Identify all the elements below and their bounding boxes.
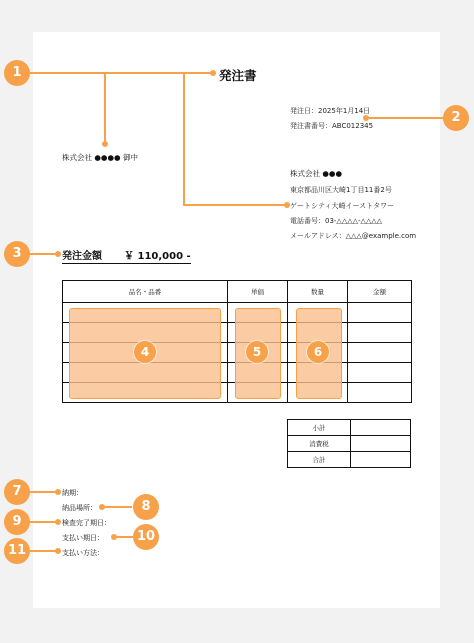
callout-badge-8: 8 <box>133 494 159 520</box>
callout-badge-3: 3 <box>4 241 30 267</box>
callout-dot <box>99 504 105 510</box>
field-inspection-date: 検査完了期日： <box>62 519 111 527</box>
issuer-phone: 電話番号：03-△△△△-△△△△ <box>290 217 383 225</box>
issuer-email: メールアドレス：△△△@example.com <box>290 232 417 240</box>
callout-line-10 <box>114 536 134 538</box>
issuer-address1: 東京都品川区大崎1丁目11番2号 <box>290 186 392 194</box>
issuer-address2: ゲートシティ大崎イーストタワー <box>290 202 395 210</box>
order-number: 発注書番号：ABC012345 <box>290 122 374 130</box>
callout-dot <box>55 548 61 554</box>
callout-dot <box>363 115 369 121</box>
callout-dot <box>55 489 61 495</box>
callout-badge-4: 4 <box>134 341 156 363</box>
order-amount-label: 発注金額 <box>62 251 102 262</box>
callout-line-2 <box>366 117 444 119</box>
field-payment-date: 支払い期日： <box>62 534 104 542</box>
header-item-name: 品名・品番 <box>63 281 228 303</box>
subtotal-label: 小計 <box>288 420 351 436</box>
tax-label: 消費税 <box>288 436 351 452</box>
callout-line-3 <box>28 253 58 255</box>
callout-dot <box>55 251 61 257</box>
header-unit-price: 単価 <box>228 281 288 303</box>
field-delivery-date: 納期： <box>62 489 83 497</box>
field-payment-method: 支払い方法： <box>62 549 104 557</box>
total-label: 合計 <box>288 452 351 468</box>
callout-dot <box>210 70 216 76</box>
callout-badge-6: 6 <box>307 341 329 363</box>
order-date: 発注日：2025年1月14日 <box>290 107 371 115</box>
callout-line-1 <box>30 72 214 74</box>
callout-badge-2: 2 <box>443 105 469 131</box>
document-title: 発注書 <box>219 68 257 83</box>
callout-badge-9: 9 <box>4 509 30 535</box>
callout-badge-5: 5 <box>246 341 268 363</box>
table-header-row <box>63 281 412 303</box>
callout-line-8 <box>102 506 132 508</box>
callout-line-9 <box>28 521 58 523</box>
callout-dot <box>102 141 108 147</box>
callout-line-1-issuer <box>183 72 185 205</box>
callout-badge-7: 7 <box>4 479 30 505</box>
callout-dot <box>111 534 117 540</box>
callout-line-1-client <box>104 72 106 144</box>
table-row <box>288 420 411 436</box>
callout-dot <box>55 519 61 525</box>
order-amount-value: ￥ 110,000 - <box>124 251 191 262</box>
field-delivery-place: 納品場所： <box>62 504 97 512</box>
table-row <box>288 452 411 468</box>
totals-table <box>287 419 411 468</box>
header-quantity: 数量 <box>288 281 348 303</box>
issuer-company: 株式会社 ●●● <box>290 169 343 178</box>
callout-badge-10: 10 <box>133 524 159 550</box>
client-name: 株式会社 ●●●● 御中 <box>62 153 138 162</box>
table-row <box>288 436 411 452</box>
callout-badge-11: 11 <box>4 538 30 564</box>
header-amount: 金額 <box>348 281 412 303</box>
callout-badge-1: 1 <box>4 60 30 86</box>
callout-line-1-issuer-h <box>183 204 287 206</box>
order-amount <box>62 247 191 264</box>
callout-line-7 <box>28 491 58 493</box>
callout-dot <box>284 202 290 208</box>
callout-line-11 <box>28 550 58 552</box>
